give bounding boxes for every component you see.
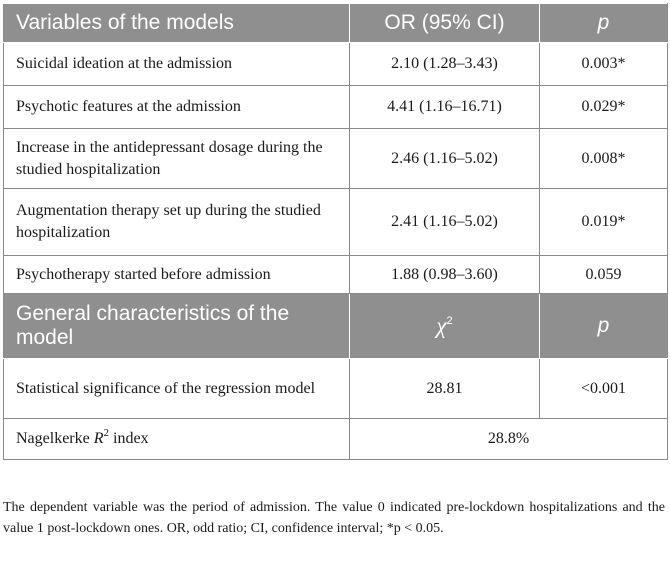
- nagelkerke-label-pre: Nagelkerke: [16, 430, 94, 447]
- model-chi-value: 28.81: [350, 359, 540, 419]
- header-or-ci: OR (95% CI): [350, 4, 540, 43]
- nagelkerke-superscript: 2: [103, 426, 110, 439]
- header-row-variables: [4, 4, 668, 43]
- table-row: [4, 43, 668, 86]
- or-ci-cell: 2.10 (1.28–3.43): [350, 43, 540, 86]
- regression-table: [3, 3, 668, 460]
- table-row-significance: [4, 359, 668, 419]
- model-significance-label: Statistical significance of the regression model: [4, 359, 350, 419]
- variable-cell: Increase in the antidepressant dosage during the studied hospitalization: [4, 129, 350, 189]
- or-ci-cell: 2.46 (1.16–5.02): [350, 129, 540, 189]
- model-p-value: <0.001: [540, 359, 668, 419]
- table-row-nagelkerke: [4, 419, 668, 460]
- table-footnote: The dependent variable was the period of admission. The value 0 indicated pre-lockdown hospitalizations and the value 1 post-lockdown ones. OR, odd ratio; CI, confidence interval; *p < 0.05.: [3, 500, 665, 536]
- variable-cell: Psychotic features at the admission: [4, 86, 350, 129]
- header-chi-square: [350, 294, 540, 359]
- header-variables: Variables of the models: [4, 4, 350, 43]
- table-row: [4, 256, 668, 294]
- nagelkerke-value: 28.8%: [350, 419, 668, 460]
- header-characteristics: General characteristics of the model: [4, 294, 350, 359]
- table-row: [4, 129, 668, 189]
- p-value-cell: 0.008*: [540, 129, 668, 189]
- chi-symbol: χ: [436, 312, 447, 338]
- nagelkerke-label-post: index: [109, 430, 149, 447]
- nagelkerke-r: R: [93, 430, 104, 447]
- header-p-2: p: [540, 294, 668, 359]
- header-row-characteristics: [4, 294, 668, 359]
- p-value-cell: 0.019*: [540, 189, 668, 256]
- variable-cell: Psychotherapy started before admission: [4, 256, 350, 294]
- p-value-cell: 0.059: [540, 256, 668, 294]
- header-p: p: [540, 4, 668, 43]
- nagelkerke-label: [4, 419, 350, 460]
- p-value-cell: 0.003*: [540, 43, 668, 86]
- table-row: [4, 189, 668, 256]
- p-value-cell: 0.029*: [540, 86, 668, 129]
- or-ci-cell: 2.41 (1.16–5.02): [350, 189, 540, 256]
- variable-cell: Augmentation therapy set up during the studied hospitalization: [4, 189, 350, 256]
- or-ci-cell: 4.41 (1.16–16.71): [350, 86, 540, 129]
- table-row: [4, 86, 668, 129]
- or-ci-cell: 1.88 (0.98–3.60): [350, 256, 540, 294]
- chi-superscript: 2: [446, 314, 453, 327]
- variable-cell: Suicidal ideation at the admission: [4, 43, 350, 86]
